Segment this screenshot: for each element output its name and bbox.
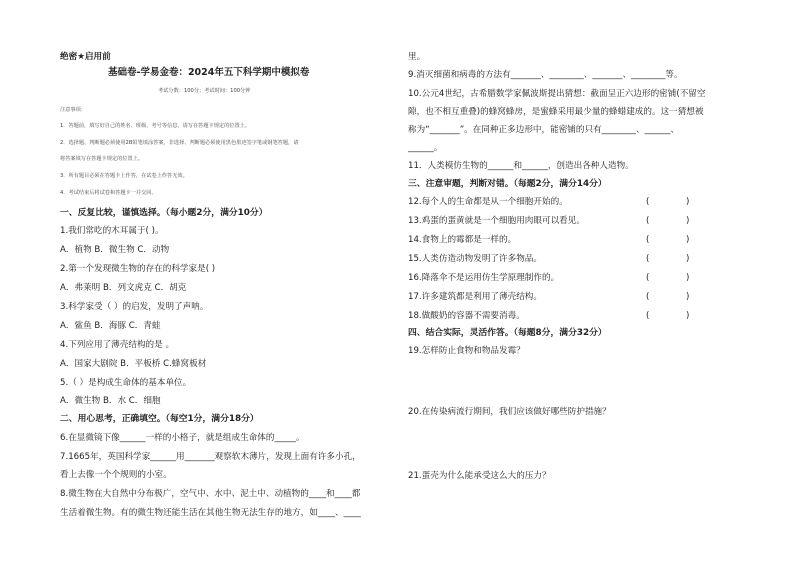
judge-statement: 13.鸡蛋的蛋黄就是一个细胞用肉眼可以看见。	[408, 216, 585, 226]
judge-statement: 18.做酸奶的容器不需要消毒。	[408, 311, 525, 321]
question-5-options: A．微生物 B．水 C．细胞	[60, 396, 161, 406]
answer-bracket-open[interactable]: (	[646, 197, 650, 207]
question-20: 20.在传染病流行期间，我们应该做好哪些防护措施？	[408, 407, 611, 417]
question-7-line-1: 7.1665年，英国科学家______用_______观察软木薄片，发现上面有许多小孔，	[60, 452, 361, 462]
notes-heading: 注意事项：	[60, 107, 86, 113]
question-2-options: A．弗莱明 B．列文虎克 C．胡克	[60, 283, 187, 293]
question-9: 9.消灭细菌和病毒的方法有_______、________、_______、________等。	[408, 70, 683, 80]
question-10-line-3: 称为“_______”。在同种正多边形中，能密铺的只有________、______、	[408, 125, 680, 135]
question-4: 4.下列应用了薄壳结构的是 。	[60, 340, 175, 350]
answer-bracket-close: )	[686, 292, 690, 302]
answer-bracket-close: )	[686, 216, 690, 226]
question-8-line-3: 里。	[408, 52, 426, 62]
section-3-heading: 三、注意审题，判断对错。（每题2分，满分14分）	[408, 179, 607, 189]
question-1-options: A．植物 B．微生物 C．动物	[60, 245, 170, 255]
note-item: 4．考试结束后将试卷和答题卡一并交回。	[60, 190, 157, 196]
answer-bracket-close: )	[686, 311, 690, 321]
note-item: 1．答题前，填写好自己的姓名、班级、考号等信息，请写在答题卡规定的位置上。	[60, 123, 251, 129]
note-item: 3．所有题目必须在答题卡上作答，在试卷上作答无效。	[60, 173, 188, 179]
question-8-line-1: 8.微生物在大自然中分布极广，空气中、水中、泥土中、动植物的____和____都	[60, 489, 361, 499]
exam-meta: 考试分数：100分；考试时间：100分钟	[158, 88, 251, 94]
section-2-heading: 二、用心思考，正确填空。（每空1分，满分18分）	[60, 414, 259, 424]
answer-bracket-close: )	[686, 273, 690, 283]
question-2: 2.第一个发现微生物的存在的科学家是( )	[60, 264, 216, 274]
question-10-line-2: 隙，也不相互重叠)的蜂窝蜂房，是蜜蜂采用最少量的蜂蜡建成的。这一猜想被	[408, 107, 704, 117]
secret-label: 绝密★启用前	[60, 52, 111, 62]
question-7-line-2: 看上去像一个个规则的小室。	[60, 470, 172, 480]
question-5: 5.（ ）是构成生命体的基本单位。	[60, 378, 192, 388]
judge-statement: 16.降落伞不是运用仿生学原理制作的。	[408, 273, 560, 283]
question-8-line-2: 生活着微生物。有的微生物还能生活在其他生物无法生存的地方，如____、____	[60, 508, 361, 518]
question-3: 3.科学家受（ ）的启发，发明了声呐。	[60, 302, 209, 312]
judge-statement: 14.食物上的霉都是一样的。	[408, 235, 517, 245]
section-1-heading: 一、反复比较，谨慎选择。（每小题2分，满分10分）	[60, 208, 268, 218]
question-1: 1.我们常吃的木耳属于( )。	[60, 226, 164, 236]
answer-bracket-open[interactable]: (	[646, 292, 650, 302]
section-4-heading: 四、结合实际，灵活作答。（每题8分，满分32分）	[408, 328, 607, 338]
question-19: 19.怎样防止食物和物品发霉？	[408, 346, 525, 356]
judge-statement: 17.许多建筑都是利用了薄壳结构。	[408, 292, 542, 302]
answer-bracket-close: )	[686, 197, 690, 207]
answer-bracket-close: )	[686, 235, 690, 245]
answer-bracket-open[interactable]: (	[646, 311, 650, 321]
question-4-options: A．国家大剧院 B．平板桥 C.蜂窝板材	[60, 359, 207, 369]
question-21: 21.蛋壳为什么能承受这么大的压力？	[408, 471, 551, 481]
page-title: 基础卷-学易金卷：2024年五下科学期中模拟卷	[108, 67, 310, 78]
judge-statement: 15.人类仿造动物发明了许多物品。	[408, 254, 542, 264]
question-10-line-1: 10.公元4世纪，古希腊数学家佩波斯提出猜想：截面呈正六边形的密铺(不留空	[408, 89, 706, 99]
note-item: 将答案填写在答题卡规定的位置上。	[60, 156, 144, 162]
question-3-options: A．鲨鱼 B．海豚 C．青蛙	[60, 321, 161, 331]
answer-bracket-open[interactable]: (	[646, 216, 650, 226]
question-6: 6.在显微镜下像______一样的小格子，就是组成生命体的_____。	[60, 433, 305, 443]
answer-bracket-open[interactable]: (	[646, 235, 650, 245]
question-11: 11．人类模仿生物的______和______，创造出各种人造物。	[408, 161, 634, 171]
answer-bracket-open[interactable]: (	[646, 254, 650, 264]
answer-bracket-close: )	[686, 254, 690, 264]
question-10-line-4: ______。	[408, 143, 443, 153]
judge-statement: 12.每个人的生命都是从一个细胞开始的。	[408, 197, 568, 207]
answer-bracket-open[interactable]: (	[646, 273, 650, 283]
note-item: 2．选择题、判断题必须使用2B铅笔填涂答案，非选择、判断题必须使用黑色墨迹签字笔或钢笔答题，请	[60, 140, 299, 146]
